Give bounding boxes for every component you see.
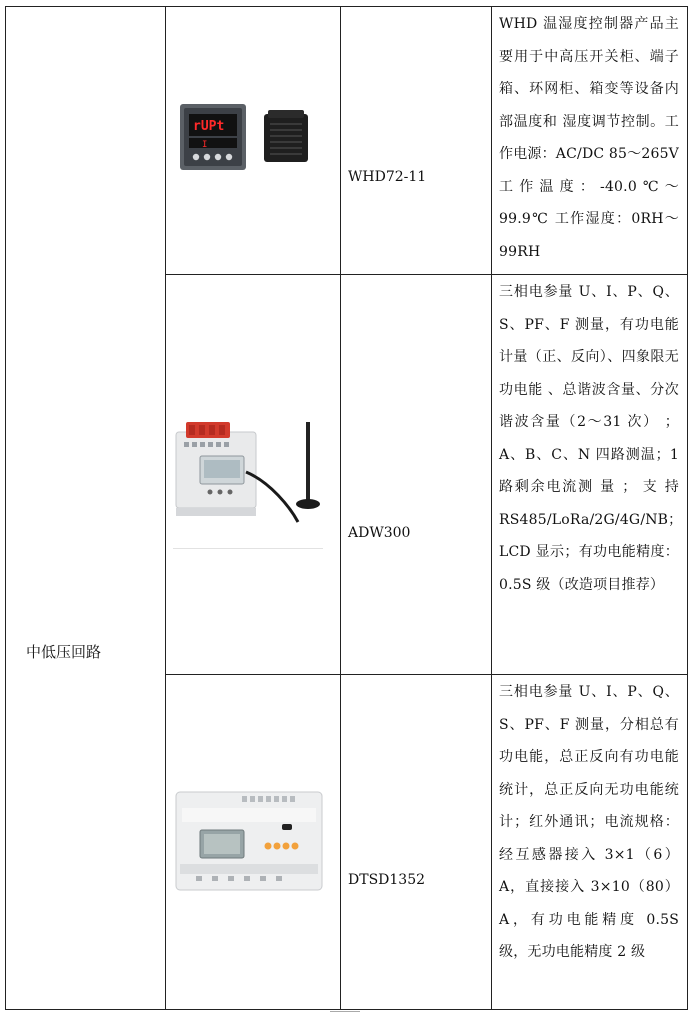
column-divider-2 [340,6,341,1010]
description-cell: 三相电参量 U、I、P、Q、S、PF、F 测量，分相总有功电能，总正反向有功电能统计，总正反向无功电能统计；红外通讯；电流规格：经互感器接入 3×1（6）A，直接接入 3×10（80）A，有功电能精度 0.5S 级，无功电能精度 2 级 [499,684,679,960]
model-cell: DTSD1352 [348,872,426,888]
column-divider-1 [165,6,166,1010]
row-divider-1 [165,274,688,275]
row-divider-2 [165,674,688,675]
model-cell: ADW300 [348,525,411,541]
category-cell: 中低压回路 [26,643,102,661]
adw300-product-image [170,412,326,552]
svg-text:I: I [202,140,208,150]
whd72-11-product-image [172,96,322,176]
column-divider-3 [491,6,492,1010]
page-edge-mark [330,1011,360,1012]
device-led-readout: rUPt [193,119,225,134]
description-cell: 三相电参量 U、I、P、Q、S、PF、F 测量，有功电能计量（正、反向）、四象限无功电能 、总谐波含量、分次谐波含量（2～31 次） ；A、B、C、N 四路测温；1 路剩余电流测 量 ； 支 持 RS485/LoRa/2G/4G/NB；LCD 显示；有功电能精度：0.5S 级（改造项目推荐） [499,284,683,593]
model-cell: WHD72-11 [348,169,427,185]
description-cell: WHD 温湿度控制器产品主要用于中高压开关柜、端子箱、环网柜、箱变等设备内部温度和 湿度调节控制。工作电源：AC/DC 85～265V 工作温度：-40.0℃～99.9℃ 工作湿度：0RH～99RH [499,16,679,260]
dtsd1352-product-image [172,786,326,896]
